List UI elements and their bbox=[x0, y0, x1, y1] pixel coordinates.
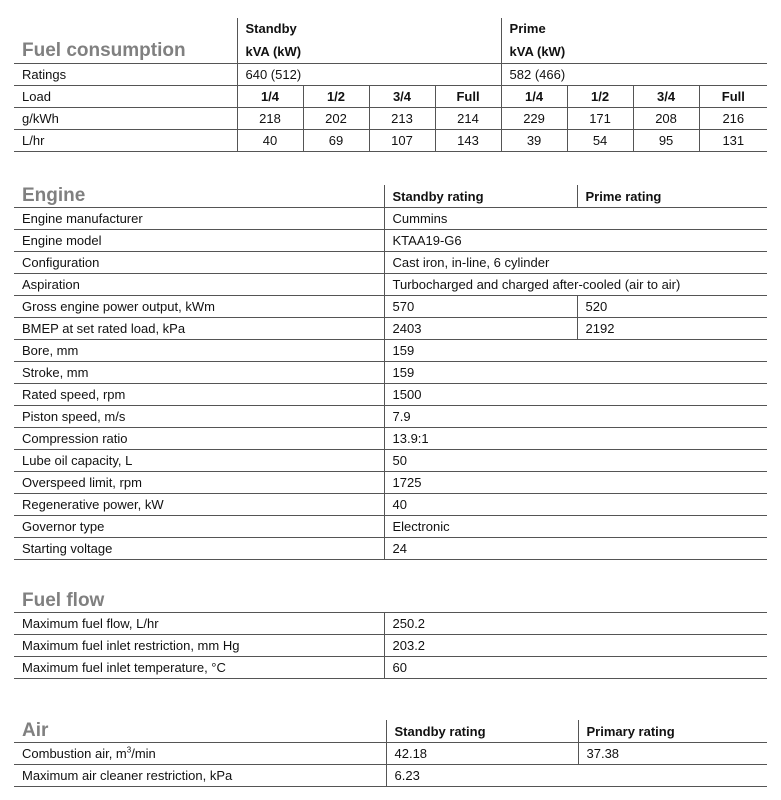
table-row bbox=[14, 86, 767, 108]
gkwh-cell: 214 bbox=[435, 108, 501, 130]
lhr-cell: 95 bbox=[633, 130, 699, 152]
gkwh-cell: 208 bbox=[633, 108, 699, 130]
row-value: Electronic bbox=[384, 516, 767, 538]
table-row bbox=[14, 296, 767, 318]
fuel-flow-title: Fuel flow bbox=[14, 590, 767, 613]
row-label: Aspiration bbox=[14, 274, 384, 296]
row-label: Gross engine power output, kWm bbox=[14, 296, 384, 318]
engine-prime-header: Prime rating bbox=[577, 185, 767, 208]
row-label: Load bbox=[14, 86, 237, 108]
row-label: Rated speed, rpm bbox=[14, 384, 384, 406]
row-label: Governor type bbox=[14, 516, 384, 538]
table-row bbox=[14, 64, 767, 86]
load-cell: 1/4 bbox=[501, 86, 567, 108]
row-value: 1500 bbox=[384, 384, 767, 406]
table-row bbox=[14, 450, 767, 472]
lhr-cell: 107 bbox=[369, 130, 435, 152]
lhr-cell: 143 bbox=[435, 130, 501, 152]
row-label: Starting voltage bbox=[14, 538, 384, 560]
row-value-prime: 2192 bbox=[577, 318, 767, 340]
row-label: L/hr bbox=[14, 130, 237, 152]
table-row bbox=[14, 516, 767, 538]
row-value: Cummins bbox=[384, 208, 767, 230]
gkwh-cell: 171 bbox=[567, 108, 633, 130]
row-value: 50 bbox=[384, 450, 767, 472]
gkwh-cell: 229 bbox=[501, 108, 567, 130]
load-cell: Full bbox=[435, 86, 501, 108]
row-label: Regenerative power, kW bbox=[14, 494, 384, 516]
row-label: g/kWh bbox=[14, 108, 237, 130]
table-row bbox=[14, 428, 767, 450]
row-value-standby: 2403 bbox=[384, 318, 577, 340]
fuel-consumption-table bbox=[14, 18, 767, 152]
table-row bbox=[14, 384, 767, 406]
row-label: Compression ratio bbox=[14, 428, 384, 450]
fuel-flow-table bbox=[14, 590, 767, 679]
standby-kva-label: kVA (kW) bbox=[237, 39, 501, 64]
prime-header: Prime bbox=[501, 18, 767, 39]
prime-kva-label: kVA (kW) bbox=[501, 39, 767, 64]
row-value-standby: 570 bbox=[384, 296, 577, 318]
lhr-cell: 39 bbox=[501, 130, 567, 152]
load-cell: 3/4 bbox=[369, 86, 435, 108]
row-value: 13.9:1 bbox=[384, 428, 767, 450]
table-row bbox=[14, 613, 767, 635]
row-value: Turbocharged and charged after-cooled (air to air) bbox=[384, 274, 767, 296]
row-label: BMEP at set rated load, kPa bbox=[14, 318, 384, 340]
air-table bbox=[14, 720, 767, 787]
table-row bbox=[14, 230, 767, 252]
air-cleaner-label: Maximum air cleaner restriction, kPa bbox=[14, 765, 386, 787]
row-label: Engine manufacturer bbox=[14, 208, 384, 230]
table-row bbox=[14, 765, 767, 787]
row-label: Lube oil capacity, L bbox=[14, 450, 384, 472]
lhr-cell: 69 bbox=[303, 130, 369, 152]
standby-rating-value: 640 (512) bbox=[237, 64, 501, 86]
table-row bbox=[14, 657, 767, 679]
engine-standby-header: Standby rating bbox=[384, 185, 577, 208]
row-value: 7.9 bbox=[384, 406, 767, 428]
row-label: Piston speed, m/s bbox=[14, 406, 384, 428]
table-row bbox=[14, 362, 767, 384]
air-cleaner-value: 6.23 bbox=[386, 765, 767, 787]
combustion-air-primary: 37.38 bbox=[578, 743, 767, 765]
row-value-prime: 520 bbox=[577, 296, 767, 318]
load-cell: 1/2 bbox=[567, 86, 633, 108]
row-label: Stroke, mm bbox=[14, 362, 384, 384]
gkwh-cell: 202 bbox=[303, 108, 369, 130]
table-row bbox=[14, 743, 767, 765]
row-value: 250.2 bbox=[384, 613, 767, 635]
table-row bbox=[14, 208, 767, 230]
row-label: Overspeed limit, rpm bbox=[14, 472, 384, 494]
table-row bbox=[14, 538, 767, 560]
row-label: Engine model bbox=[14, 230, 384, 252]
row-value: KTAA19-G6 bbox=[384, 230, 767, 252]
table-row bbox=[14, 340, 767, 362]
lhr-cell: 40 bbox=[237, 130, 303, 152]
fuel-consumption-title: Fuel consumption bbox=[14, 39, 237, 64]
table-row bbox=[14, 130, 767, 152]
standby-header: Standby bbox=[237, 18, 501, 39]
load-cell: 3/4 bbox=[633, 86, 699, 108]
row-value: 1725 bbox=[384, 472, 767, 494]
prime-rating-value: 582 (466) bbox=[501, 64, 767, 86]
row-label: Maximum fuel flow, L/hr bbox=[14, 613, 384, 635]
row-value: 60 bbox=[384, 657, 767, 679]
row-value: 159 bbox=[384, 340, 767, 362]
gkwh-cell: 218 bbox=[237, 108, 303, 130]
combustion-air-label: Combustion air, $m^3/\min$ bbox=[14, 743, 386, 765]
gkwh-cell: 216 bbox=[699, 108, 767, 130]
load-cell: 1/2 bbox=[303, 86, 369, 108]
engine-table bbox=[14, 185, 767, 560]
air-standby-header: Standby rating bbox=[386, 720, 578, 743]
table-row bbox=[14, 635, 767, 657]
table-row bbox=[14, 274, 767, 296]
row-label: Maximum fuel inlet restriction, mm Hg bbox=[14, 635, 384, 657]
load-cell: 1/4 bbox=[237, 86, 303, 108]
row-value: 40 bbox=[384, 494, 767, 516]
combustion-air-standby: 42.18 bbox=[386, 743, 578, 765]
table-row bbox=[14, 108, 767, 130]
table-row bbox=[14, 318, 767, 340]
row-label: Maximum fuel inlet temperature, °C bbox=[14, 657, 384, 679]
gkwh-cell: 213 bbox=[369, 108, 435, 130]
row-label: Configuration bbox=[14, 252, 384, 274]
row-value: Cast iron, in-line, 6 cylinder bbox=[384, 252, 767, 274]
table-row bbox=[14, 494, 767, 516]
row-value: 24 bbox=[384, 538, 767, 560]
engine-title: Engine bbox=[14, 185, 384, 208]
table-row bbox=[14, 252, 767, 274]
load-cell: Full bbox=[699, 86, 767, 108]
row-value: 159 bbox=[384, 362, 767, 384]
lhr-cell: 131 bbox=[699, 130, 767, 152]
table-row bbox=[14, 406, 767, 428]
table-row bbox=[14, 472, 767, 494]
air-title: Air bbox=[14, 720, 386, 743]
row-value: 203.2 bbox=[384, 635, 767, 657]
row-label: Ratings bbox=[14, 64, 237, 86]
lhr-cell: 54 bbox=[567, 130, 633, 152]
row-label: Bore, mm bbox=[14, 340, 384, 362]
air-primary-header: Primary rating bbox=[578, 720, 767, 743]
